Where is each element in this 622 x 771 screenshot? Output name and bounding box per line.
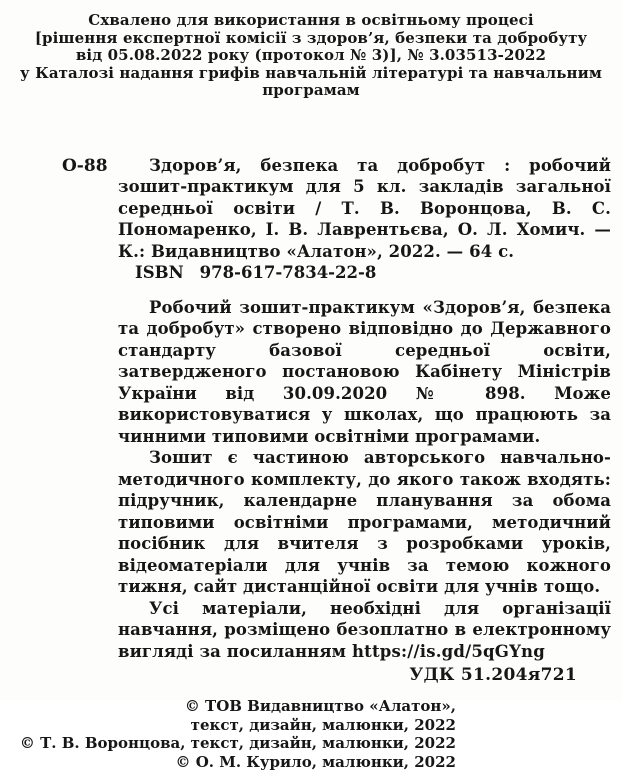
- copyright-line-kurylo: © О. М. Курило, малюнки, 2022: [0, 753, 456, 771]
- approval-note: [0, 0, 622, 100]
- copyright-line-vorontsova: © Т. В. Воронцова, текст, дизайн, малюнки, 2022: [0, 734, 456, 753]
- annotation-paragraph-1: Робочий зошит-практикум «Здоров’я, безпека та добробут» створено відповідно до Державного стандарту базової середньої освіти, затвердженого постановою Кабінету Міністрів України від 30.09.2020 № 898. Може використовуватися у школах, що працюють за чинними типовими освітніми програмами.: [118, 297, 611, 448]
- approval-note-line-2: [рішення експертної комісії з здоров’я, безпеки та добробуту: [0, 30, 622, 48]
- annotation: [0, 297, 622, 663]
- copyright-line-publisher-2: текст, дизайн, малюнки, 2022: [0, 716, 456, 735]
- isbn-line: [135, 262, 622, 284]
- workbook-url: https://is.gd/5qGYng: [352, 642, 545, 661]
- udc-number: УДК 51.204я721: [0, 665, 577, 685]
- catalog-card: [0, 155, 622, 284]
- author-sign: О-88: [62, 156, 108, 176]
- isbn-label: ISBN: [135, 263, 184, 282]
- copyright-block: [0, 697, 456, 771]
- copyright-line-publisher: © ТОВ Видавництво «Алатон»,: [0, 697, 456, 716]
- bibliographic-description: Здоров’я, безпека та добробут : робочий зошит-практикум для 5 кл. закладів загальної середньої освіти / Т. В. Воронцова, В. С. Пономаренко, І. В. Лаврентьєва, О. Л. Хомич. — К.: Видавництво «Алатон», 2022. — 64 с.: [118, 155, 611, 263]
- approval-note-line-3: від 05.08.2022 року (протокол № 3)], № 3.03513-2022: [0, 47, 622, 65]
- isbn-value: 978-617-7834-22-8: [200, 263, 377, 282]
- annotation-paragraph-3-text: Усі матеріали, необхідні для організації навчання, розміщено безоплатно в електронному вигляді за посиланням: [118, 599, 611, 661]
- annotation-paragraph-2: Зошит є частиною авторського навчально-методичного комплекту, до якого також входять: підручник, календарне планування за обома типовими освітніми програмами, методичний посібник для вчителя з розробками уроків, відеоматеріали для учнів за темою кожного тижня, сайт дистанційної освіти для учнів тощо.: [118, 447, 611, 598]
- approval-note-line-4: у Каталозі надання грифів навчальній літературі та навчальним програмам: [0, 65, 622, 100]
- approval-note-line-1: Схвалено для використання в освітньому процесі: [0, 12, 622, 30]
- annotation-paragraph-3: [118, 598, 611, 663]
